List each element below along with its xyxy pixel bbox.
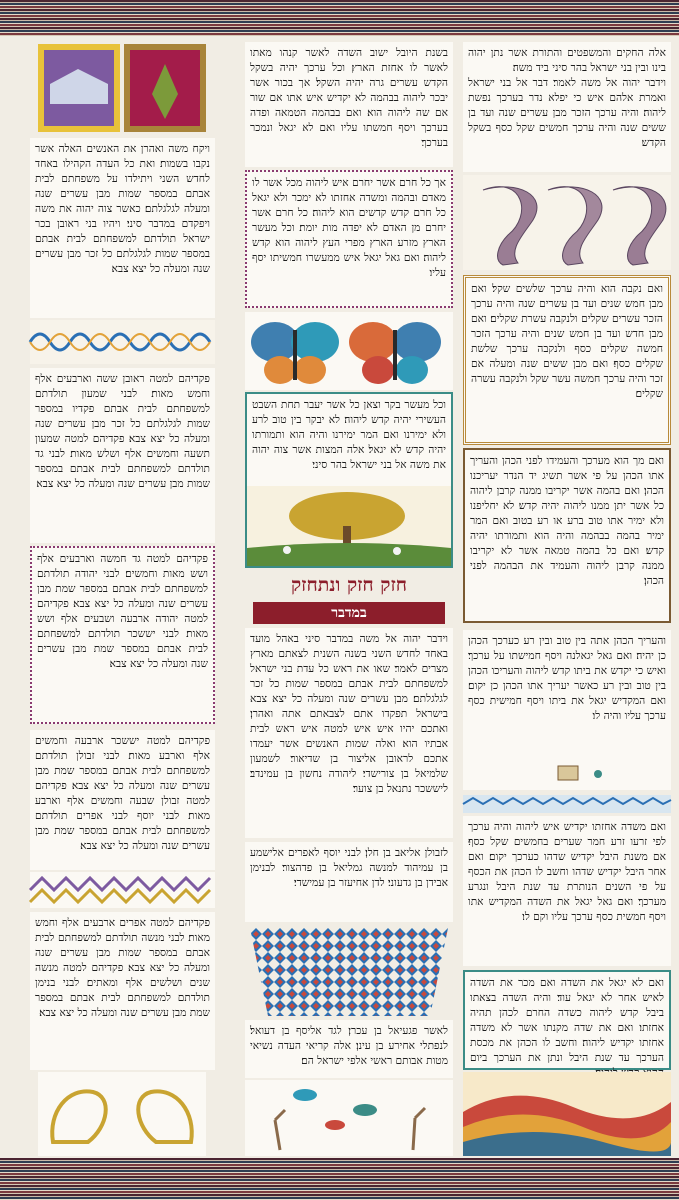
- small-camel-vignette: [463, 760, 671, 790]
- zigzag-band: [30, 872, 215, 908]
- birds-illustration: [245, 1080, 453, 1156]
- left-text-block-4: [30, 730, 215, 870]
- verse-paragraph: [32, 548, 213, 676]
- verse-paragraph: [30, 138, 215, 281]
- middle-text-block-6: [245, 1020, 453, 1078]
- verse-text: פקדיהם למטה אפרים ארבעים אלף וחמש מאות׃ לבני מנשה תולדתם למשפחתם לבית אבתם במספר שמות מבן עשרים שנה ומעלה כל יצא צבא׃ פקדיהם למטה מנשה שנים ושלשים אלף ומאתים׃ לבני בנימן תולדתם למשפחתם לבית אבתם במספר שמת מבן עשרים שנה ומעלה כל יצא צבא׃: [35, 917, 210, 1019]
- right-text-block-2: [463, 275, 671, 445]
- verse-paragraph: [30, 730, 215, 858]
- verse-text: אך כל חרם אשר יחרם איש ליהוה מכל אשר לו מאדם ובהמה ומשדה אחזתו לא ימכר ולא יגאל כל חרם קדש קדשים הוא ליהוה׃ כל חרם אשר יחרם מן האדם לא יפדה מות יומת׃ וכל מעשר הארץ מזרע הארץ מפרי העץ ליהוה הוא קדש ליהוה׃ ואם גאל יגאל איש ממעשרו חמשיתו יסף עליו׃: [252, 177, 446, 279]
- verse-text: ואם לא יגאל את השדה ואם מכר את השדה לאיש אחר לא יגאל עוד׃ והיה השדה בצאתו ביבל קדש ליהוה כשדה החרם לכהן תהיה אחזתו׃ ואם את שדה מקנתו אשר לא משדה אחזתו יקדיש ליהוה׃ וחשב לו הכהן את מכסת הערכך עד שנת היבל ונתן את הערכך ביום: [470, 977, 664, 1064]
- book-title-banner: במדבר: [253, 602, 445, 624]
- bird-icon: [293, 1089, 317, 1101]
- left-text-block-2: [30, 368, 215, 543]
- right-text-block-6: [463, 970, 671, 1070]
- chazak-heading: חזק חזק ונתחזק: [291, 574, 407, 596]
- golden-lions-illustration: [38, 1072, 206, 1156]
- middle-text-block-5: [245, 842, 453, 922]
- verse-text: אלה החקים והמשפטים והתורת אשר נתן יהוה בינו ובין בני ישראל בהר סיני ביד משה׃: [468, 47, 666, 74]
- verse-text: לזבולן אליאב בן חלן׃ לבני יוסף לאפרים אלישמע בן עמיהוד למנשה גמליאל בן פדהצור׃ לבנימן אבידן בן גדעוני׃ לדן אחיעזר בן עמישדי׃: [250, 847, 448, 889]
- verse-text: ואם מך הוא מערכך והעמידו לפני הכהן והעריך אתו הכהן על פי אשר תשיג יד הנדר יעריכנו הכהן׃ ואם בהמה אשר יקריבו ממנה קרבן ליהוה כל אשר יתן ממנו ליהוה יהיה קדש׃ לא יחליפנו ולא ימיר אתו טוב ברע או רע בטוב ואם המר ימיר בהמה בבהמה והיה הוא ותמורתו יהיה קדש׃ ואם כל בהמה טמאה אשר לא יקריבו ממנה קרבן ליהוה והעמיד את הבהמה לפני הכהן׃: [470, 455, 664, 587]
- verse-text: והעריך הכהן אתה בין טוב ובין רע כערכך הכהן כן יהיה׃ ואם גאל יגאלנה ויסף חמישתו על ערכך׃ ואיש כי יקדש את ביתו קדש ליהוה והעריכו הכהן בין טוב ובין רע כאשר יעריך אתו הכהן כן יקום׃ ואם המקדיש יגאל את ביתו ויסף חמישית כסף ערכך עליו והיה לו׃: [468, 635, 666, 722]
- verse-paragraph: [245, 628, 453, 801]
- verse-paragraph: [463, 816, 671, 929]
- verse-text: לאשר פגעיאל בן עכרן׃ לגד אליסף בן דעואל׃ לנפתלי אחירע בן עינן׃ אלה קריאי העדה נשיאי מטות אבותם ראשי אלפי ישראל הם׃: [250, 1025, 448, 1067]
- verse-paragraph: [245, 842, 453, 895]
- verse-paragraph: [465, 972, 669, 1085]
- verse-paragraph: [30, 912, 215, 1025]
- blue-border-band: [463, 795, 671, 813]
- verse-text: פקדיהם למטה גד חמשה וארבעים אלף ושש מאות וחמשים׃ לבני יהודה תולדתם למשפחתם לבית אבתם במספר שמת מבן עשרים שנה ומעלה כל יצא צבא׃ פקדיהם למטה יהודה ארבעה ושבעים אלף ושש מאות׃ לבני יששכר תולדתם למשפחתם לבית אבתם במספר שמת מבן עשרים שנה ומעלה כל יצא צבא׃: [37, 553, 208, 670]
- top-border-stripe: [0, 0, 679, 36]
- verse-text: בשנת היובל ישוב השדה לאשר קנהו מאתו לאשר לו אחזת הארץ׃ וכל ערכך יהיה בשקל הקדש עשרים גרה יהיה השקל׃ אך בכור אשר יבכר ליהוה בבהמה לא יקדיש איש אתו אם שור אם שה ליהוה הוא׃ ואם בבהמה הטמאה ופדה בערכך ויסף חמשתו עליו ואם לא יגאל ונמכר בערכך׃: [250, 47, 448, 149]
- verse-text: וכל מעשר בקר וצאן כל אשר יעבר תחת השבט העשירי יהיה קדש ליהוה׃ לא יבקר בין טוב לרע ולא ימירנו ואם המר ימירנו והיה הוא ותמורתו יהיה קדש לא יגאל׃ אלה המצות אשר צוה יהוה את משה אל בני ישראל בהר סיני׃: [252, 399, 446, 471]
- shofar-illustration: [463, 175, 671, 270]
- left-text-block-5: [30, 912, 215, 1070]
- middle-text-block-4: [245, 628, 453, 838]
- verse-text: וידבר יהוה אל משה לאמר׃ דבר אל בני ישראל ואמרת אלהם איש כי יפלא נדר בערכך נפשת ליהוה׃ והיה ערכך הזכר מבן עשרים שנה ועד בן ששים שנה והיה ערכך חמשים שקל כסף בשקל הקדש׃: [468, 77, 666, 149]
- verse-paragraph: [463, 42, 671, 155]
- verse-text: פקדיהם למטה יששכר ארבעה וחמשים אלף וארבע מאות׃ לבני זבולן תולדתם למשפחתם לבית אבתם במספר שמת מבן עשרים שנה ומעלה כל יצא צבא׃ פקדיהם למטה זבולן שבעה וחמשים אלף וארבע מאות׃ לבני יוסף לבני אפרים תולדתם למשפחתם לבית אבתם במספר שמת מבן עשרים שנה ומעלה כל יצא צבא׃: [35, 735, 210, 852]
- left-text-block-3: [30, 546, 215, 724]
- right-text-block-1: [463, 42, 671, 172]
- verse-paragraph: [463, 630, 671, 728]
- verse-text: פקדיהם למטה ראובן ששה וארבעים אלף וחמש מאות׃ לבני שמעון תולדתם למשפחתם לבית אבתם פקדיו במספר שמות לגלגלתם כל זכר מבן עשרים שנה ומעלה כל יצא צבא׃ פקדיהם למטה שמעון תשעה וחמשים אלף ושלש מאות׃ לבני גד תולדתם למשפחתם לבית אבתם במספר שמות מבן עשרים שנה ומעלה כל יצא צבא׃: [35, 373, 210, 490]
- butterflies-illustration: [245, 312, 453, 390]
- verse-paragraph: [245, 1020, 453, 1073]
- verse-paragraph: [245, 42, 453, 155]
- left-text-block-1: [30, 138, 215, 318]
- verse-paragraph: [466, 278, 668, 406]
- verse-paragraph: [247, 172, 451, 285]
- middle-text-block-3: [245, 392, 453, 568]
- verse-text: ואם משדה אחזתו יקדיש איש ליהוה והיה ערכך לפי זרעו זרע חמר שערים בחמשים שקל כסף׃ אם משנת היבל יקדיש שדהו כערכך יקום׃ ואם אחר היבל יקדיש שדהו וחשב לו הכהן את הכסף על פי השנים הנותרת עד שנת היבל ונגרע מערכך׃ ואם גאל יגאל את השדה המקדיש אתו ויסף חמשית כסף ערכך עליו וקם לו׃: [468, 821, 666, 923]
- verse-text: וידבר יהוה אל משה במדבר סיני באהל מועד באחד לחדש השני בשנה השנית לצאתם מארץ מצרים לאמר׃ שאו את ראש כל עדת בני ישראל למשפחתם לבית אבתם במספר שמות כל זכר לגלגלתם׃ מבן עשרים שנה ומעלה כל יצא צבא בישראל תפקדו אתם לצבאתם אתה ואהרן׃ ואתכם יהיו איש איש למטה איש ראש לבית אבתיו הוא׃ ואלה שמות האנשים אשר יעמדו אתכם לראובן אליצור בן שדיאור׃ לשמעון שלמיאל בן צורישדי׃ ליהודה נחשון בן עמינדב׃ ליששכר נתנאל בן צוער׃: [250, 633, 448, 795]
- bird-icon: [325, 1120, 345, 1130]
- middle-text-block-2: [245, 170, 453, 308]
- bottom-border-stripe: [0, 1158, 679, 1200]
- diamond-lattice-illustration: [250, 928, 448, 1016]
- right-text-block-3: [463, 448, 671, 623]
- verse-text: ואם נקבה הוא והיה ערכך שלשים שקל׃ ואם מבן חמש שנים ועד בן עשרים שנה והיה ערכך הזכר עשרים שקלים ולנקבה עשרת שקלים׃ ואם מבן חדש ועד בן חמש שנים והיה ערכך הזכר חמשה שקלים כסף ולנקבה ערכך שלשת שקלים כסף׃ ואם מבן ששים שנה ומעלה אם זכר והיה ערכך חמשה עשר שקל ולנקבה עשרה שקלים׃: [471, 283, 663, 400]
- verse-paragraph: [30, 368, 215, 496]
- blue-knot-band: [30, 320, 215, 364]
- verse-paragraph: [465, 450, 669, 593]
- middle-text-block-1: [245, 42, 453, 167]
- tree-landscape-illustration: [247, 486, 451, 566]
- right-text-block-4: [463, 630, 671, 760]
- bird-icon: [353, 1104, 377, 1116]
- verse-text: ויקח משה ואהרן את האנשים האלה אשר נקבו בשמות׃ ואת כל העדה הקהילו באחד לחדש השני ויתילדו על משפחתם לבית אבתם במספר שמות מבן עשרים שנה ומעלה לגלגלתם׃ כאשר צוה יהוה את משה ויפקדם במדבר סיני׃ ויהיו בני ראובן בכר ישראל תולדתם למשפחתם לבית אבתם במספר שמות לגלגלתם כל זכר מבן עשרים שנה ומעלה כל יצא צבא׃: [35, 143, 210, 275]
- verse-paragraph: [247, 394, 451, 477]
- top-left-tapestries: [38, 44, 206, 132]
- right-text-block-5: [463, 816, 671, 966]
- hills-illustration: [463, 1072, 671, 1156]
